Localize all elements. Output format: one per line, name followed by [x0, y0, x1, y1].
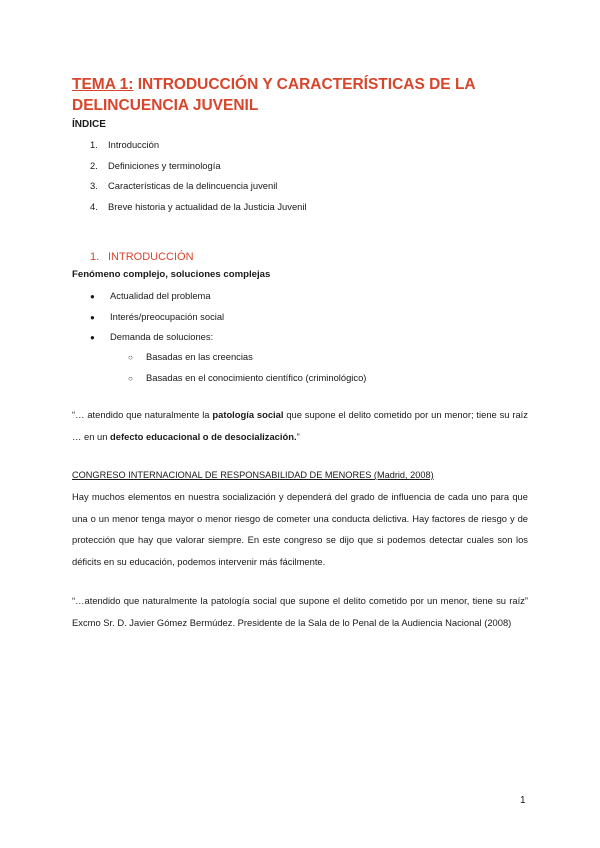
bullet-icon: ●	[90, 333, 95, 342]
section-number: 1.	[90, 251, 100, 263]
page-title	[72, 74, 542, 116]
toc-number: 2.	[90, 159, 98, 171]
quote-bold-text: patología social	[212, 409, 284, 420]
toc-item	[90, 201, 307, 222]
toc-item	[90, 180, 307, 201]
list-item	[128, 372, 366, 393]
list-item-text: Actualidad del problema	[110, 290, 211, 301]
circle-bullet-icon: ○	[128, 373, 133, 383]
page-number: 1	[520, 795, 526, 806]
toc-item	[90, 160, 307, 181]
sub-bullet-list	[128, 351, 366, 392]
list-item-text: Interés/preocupación social	[110, 310, 225, 322]
quote-text: ”	[296, 430, 300, 442]
list-item-text: Basadas en el conocimiento científico (criminológico)	[146, 371, 367, 383]
list-item-text: Demanda de soluciones:	[110, 331, 214, 342]
list-item-text: Basadas en las creencias	[146, 351, 253, 362]
toc-text: Características de la delincuencia juvenil	[108, 180, 278, 191]
list-item	[90, 331, 224, 352]
body-paragraph: Hay muchos elementos en nuestra socialización y dependerá del grado de influencia de cada uno para que una o un menor tenga mayor o menor riesgo de cometer una conducta delictiva. Hay factores de riesgo y de protección que hay que valorar siempre. En este congreso se dijo que si podemos detectar cuales son los déficits en su educación, podemos intervenir más fácilmente.	[72, 491, 528, 567]
section-subtitle: Fenómeno complejo, soluciones complejas	[72, 269, 271, 280]
list-item	[90, 311, 224, 332]
toc-text: Breve historia y actualidad de la Justicia Juvenil	[108, 200, 307, 212]
circle-bullet-icon: ○	[128, 353, 133, 362]
tema-label: TEMA 1:	[72, 76, 134, 93]
list-item	[128, 351, 366, 372]
index-label: ÍNDICE	[72, 119, 106, 130]
toc-number: 1.	[90, 139, 98, 150]
bullet-icon: ●	[90, 312, 95, 322]
toc-number: 4.	[90, 200, 98, 212]
quote-bold-text: defecto educacional o de desocialización.	[110, 430, 297, 442]
bullet-list	[90, 290, 224, 352]
title-text: INTRODUCCIÓN Y CARACTERÍSTICAS DE LA DELINCUENCIA JUVENIL	[72, 76, 476, 114]
congress-heading: CONGRESO INTERNACIONAL DE RESPONSABILIDAD DE MENORES (Madrid, 2008)	[72, 470, 434, 480]
bullet-icon: ●	[90, 292, 95, 301]
quote-paragraph	[72, 404, 528, 447]
list-item	[90, 290, 224, 311]
table-of-contents	[90, 139, 307, 221]
toc-text: Definiciones y terminología	[108, 159, 221, 171]
quote-text: “… atendido que naturalmente la	[72, 409, 213, 420]
toc-item	[90, 139, 307, 160]
toc-number: 3.	[90, 180, 98, 191]
quote-text: que supone el delito cometido por un menor; tiene su raíz … en un	[72, 409, 528, 442]
section-title: INTRODUCCIÓN	[108, 251, 194, 263]
toc-text: Introducción	[108, 139, 160, 150]
section-heading	[90, 251, 194, 263]
citation-paragraph: “…atendido que naturalmente la patología social que supone el delito cometido por un menor, tiene su raíz” Excmo Sr. D. Javier Gómez Bermúdez. Presidente de la Sala de lo Penal de la Audiencia Nacional (2008)	[72, 595, 528, 628]
